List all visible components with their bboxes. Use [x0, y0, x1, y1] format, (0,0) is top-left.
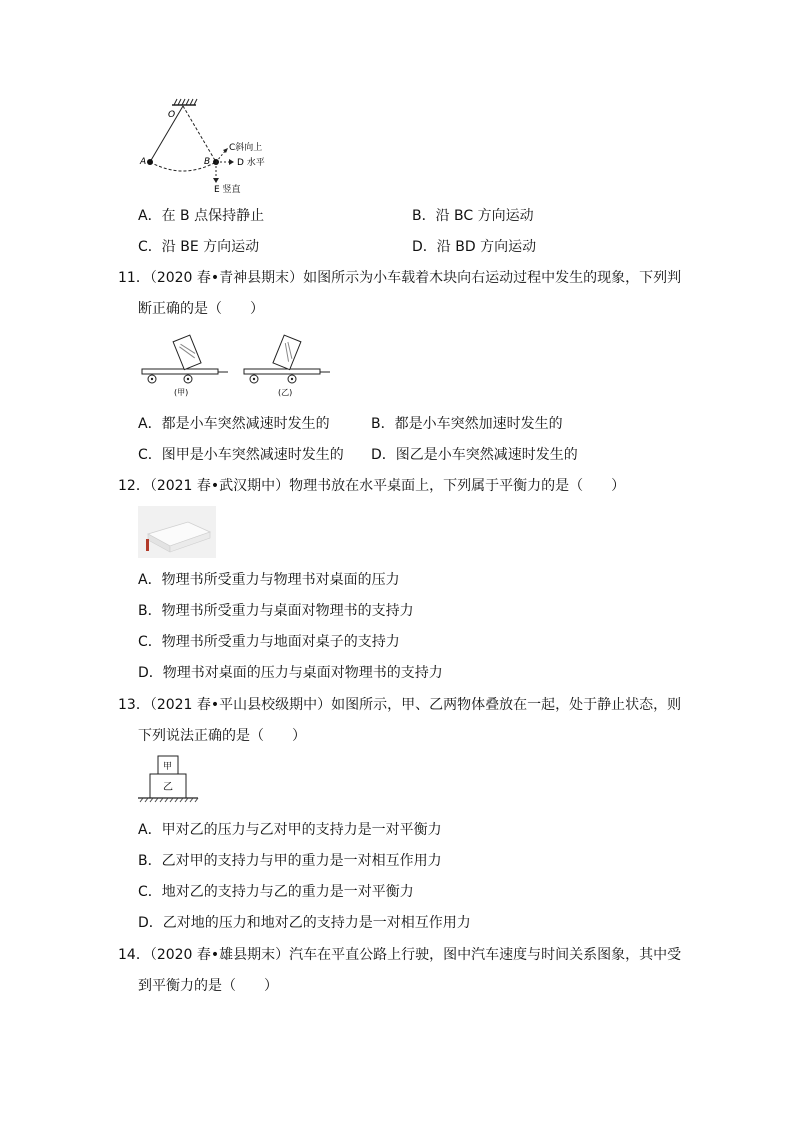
- q10-option-a[interactable]: A．在 B 点保持静止: [138, 208, 265, 224]
- q12-option-c[interactable]: C．物理书所受重力与地面对桌子的支持力: [138, 634, 400, 650]
- q13-option-d[interactable]: D．乙对地的压力和地对乙的支持力是一对相互作用力: [138, 915, 471, 931]
- cart-left-label: (甲): [174, 388, 189, 397]
- q10-option-b[interactable]: B．沿 BC 方向运动: [412, 208, 534, 224]
- stacked-blocks-figure: [136, 754, 200, 808]
- cart-left: [142, 335, 228, 397]
- q13-option-a[interactable]: A．甲对乙的压力与乙对甲的支持力是一对平衡力: [138, 822, 442, 838]
- label-d: D 水平: [237, 158, 265, 168]
- q13-option-c[interactable]: C．地对乙的支持力与乙的重力是一对平衡力: [138, 884, 414, 900]
- q12-option-a[interactable]: A．物理书所受重力与物理书对桌面的压力: [138, 572, 400, 588]
- q13-stem-line1: 13．（2021 春•平山县校级期中）如图所示，甲、乙两物体叠放在一起，处于静止状态，则: [118, 697, 682, 713]
- q10-option-c[interactable]: C．沿 BE 方向运动: [138, 239, 260, 255]
- q12-option-b[interactable]: B．物理书所受重力与桌面对物理书的支持力: [138, 603, 414, 619]
- q11-option-b[interactable]: B．都是小车突然加速时发生的: [371, 416, 563, 432]
- block-bottom-label: 乙: [163, 782, 173, 793]
- label-e: E 竖直: [214, 185, 241, 195]
- block-top-label: 甲: [163, 762, 173, 772]
- q11-option-c[interactable]: C．图甲是小车突然减速时发生的: [138, 447, 344, 463]
- point-o-label: O: [168, 110, 176, 120]
- cart-figure: [138, 332, 334, 400]
- pendulum-figure: [130, 96, 290, 196]
- cart-right-label: (乙): [278, 388, 293, 397]
- point-a-label: A: [140, 157, 147, 167]
- q11-stem-line2: 断正确的是（ ）: [138, 301, 264, 317]
- point-b-label: B: [204, 157, 211, 167]
- q11-option-d[interactable]: D．图乙是小车突然减速时发生的: [371, 447, 578, 463]
- q11-stem-line1: 11．（2020 春•青神县期末）如图所示为小车载着木块向右运动过程中发生的现象，下列判: [118, 270, 682, 286]
- cart-right: [244, 335, 330, 397]
- label-c: C斜向上: [229, 143, 263, 153]
- q13-option-b[interactable]: B．乙对甲的支持力与甲的重力是一对相互作用力: [138, 853, 442, 869]
- q12-stem: 12．（2021 春•武汉期中）物理书放在水平桌面上，下列属于平衡力的是（ ）: [118, 478, 626, 494]
- q14-stem-line2: 到平衡力的是（ ）: [138, 978, 278, 994]
- q11-option-a[interactable]: A．都是小车突然减速时发生的: [138, 416, 330, 432]
- q13-stem-line2: 下列说法正确的是（ ）: [138, 728, 306, 744]
- q14-stem-line1: 14．（2020 春•雄县期末）汽车在平直公路上行驶，图中汽车速度与时间关系图象，其中受: [118, 947, 682, 963]
- book-photo: [138, 506, 216, 558]
- q12-option-d[interactable]: D．物理书对桌面的压力与桌面对物理书的支持力: [138, 665, 443, 681]
- q10-option-d[interactable]: D．沿 BD 方向运动: [412, 239, 537, 255]
